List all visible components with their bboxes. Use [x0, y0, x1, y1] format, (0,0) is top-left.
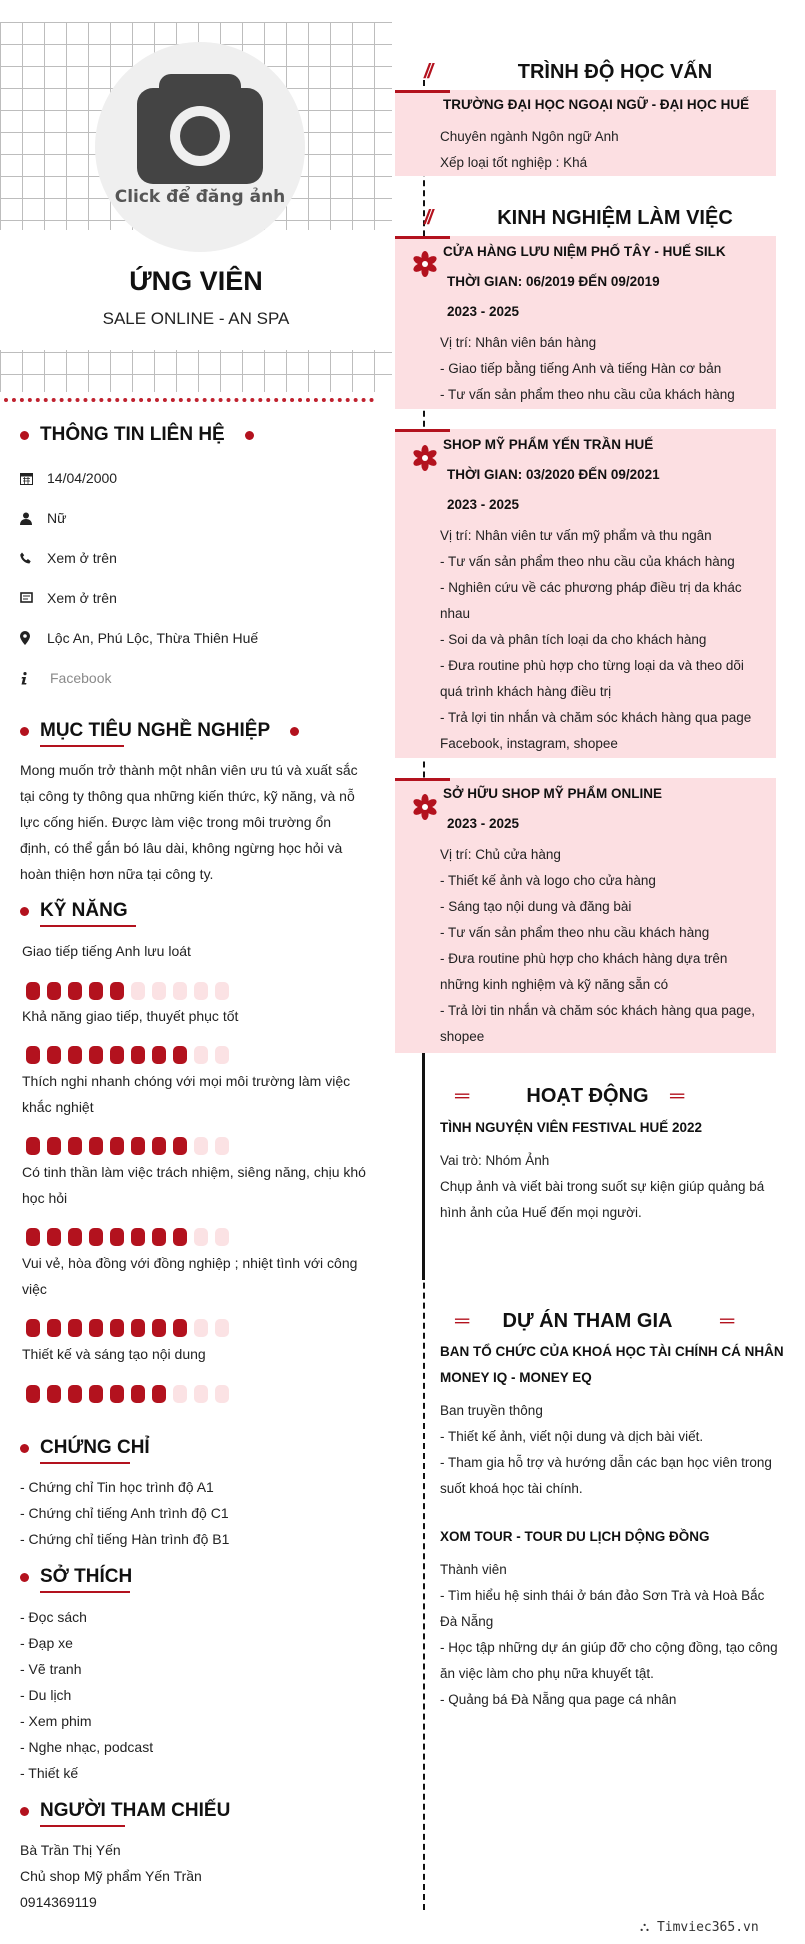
contact-gender: [20, 508, 66, 528]
job-years: 2023 - 2025: [447, 304, 520, 319]
experience-section-title: [395, 203, 780, 233]
project-name: BAN TỔ CHỨC CỦA KHOÁ HỌC TÀI CHÍNH CÁ NHÂN MONEY IQ - MONEY EQ: [440, 1344, 784, 1385]
skill-pill: [194, 1319, 208, 1337]
skill-pill: [47, 1137, 61, 1155]
email-icon: [20, 592, 47, 604]
activity-name: TÌNH NGUYỆN VIÊN FESTIVAL HUẾ 2022: [440, 1120, 703, 1135]
card-accent-line: [395, 429, 450, 432]
contact-title-text: THÔNG TIN LIÊN HỆ: [40, 424, 225, 445]
skill-pill: [131, 982, 145, 1000]
list-line: - Đưa routine phù hợp cho khách hàng dựa trên những kinh nghiệm và kỹ năng sẵn có: [440, 951, 728, 992]
projects-section-title: [395, 1306, 780, 1336]
flower-icon: [412, 794, 438, 820]
skill-pill: [173, 1385, 187, 1403]
list-line: Bà Trần Thị Yến: [20, 1842, 121, 1858]
bullet-dot: [20, 1444, 29, 1453]
skill-pill: [215, 1319, 229, 1337]
references-section-title: [20, 1800, 230, 1822]
title-underline: [40, 1825, 125, 1827]
education-section-title: [395, 57, 780, 87]
activities-section-title: [395, 1081, 780, 1111]
contact-address: [20, 628, 258, 648]
list-line: - Đạp xe: [20, 1635, 73, 1651]
avatar-upload[interactable]: [95, 42, 305, 252]
certificates-title-text: CHỨNG CHỈ: [40, 1437, 150, 1458]
project-details: [440, 1557, 785, 1713]
calendar-icon: [20, 472, 47, 485]
title-underline: [40, 1591, 130, 1593]
skill-pill: [47, 1385, 61, 1403]
flower-icon: [412, 251, 438, 277]
list-line: - Tư vấn sản phẩm theo nhu cầu của khách hàng: [440, 554, 735, 569]
job-time: THỜI GIAN: 03/2020 ĐẾN 09/2021: [447, 467, 660, 482]
facebook-link[interactable]: Facebook: [50, 670, 112, 686]
skill-rating-bar: [26, 982, 229, 1000]
list-line: Chụp ảnh và viết bài trong suốt sự kiện giúp quảng bá hình ảnh của Huế đến mọi người.: [440, 1179, 765, 1220]
skill-pill: [152, 982, 166, 1000]
candidate-name: ỨNG VIÊN: [129, 266, 263, 296]
list-line: Vị trí: Nhân viên tư vấn mỹ phẩm và thu ngân: [440, 528, 712, 543]
birthday-text: 14/04/2000: [47, 470, 118, 486]
bullet-dot: [290, 727, 299, 736]
footer-brand-text: Timviec365.vn: [656, 1920, 759, 1935]
skill-pill: [215, 982, 229, 1000]
company-name: SHOP MỸ PHẨM YẾN TRẦN HUẾ: [443, 437, 654, 452]
skill-pill: [152, 1137, 166, 1155]
list-line: Chủ shop Mỹ phẩm Yến Trần: [20, 1868, 202, 1884]
skill-pill: [26, 1046, 40, 1064]
skill-label: Giao tiếp tiếng Anh lưu loát: [22, 943, 191, 959]
skill-pill: [68, 982, 82, 1000]
skill-rating-bar: [26, 1385, 229, 1403]
phone-icon: [20, 552, 47, 564]
contact-email: [20, 588, 117, 608]
info-icon: [20, 672, 47, 685]
objective-text: Mong muốn trở thành một nhân viên ưu tú và xuất sắc tại công ty thông qua những kiến thức, kỹ năng, và nỗ lực cống hiến. Được làm việc trong môi trường ổn định, có thể gắn bó lâu dài, không ngừng học hỏi và hoàn thiện hơn nữa tại công ty.: [20, 762, 358, 882]
skill-pill: [194, 1228, 208, 1246]
list-line: - Quảng bá Đà Nẵng qua page cá nhân: [440, 1692, 677, 1707]
equals-decoration: ═: [455, 1309, 470, 1332]
skill-pill: [215, 1046, 229, 1064]
skill-pill: [131, 1228, 145, 1246]
card-accent-line: [395, 778, 450, 781]
list-line: - Vẽ tranh: [20, 1661, 82, 1677]
skill-pill: [68, 1319, 82, 1337]
skill-pill: [110, 1228, 124, 1246]
equals-decoration: ═: [720, 1309, 735, 1332]
skill-rating-bar: [26, 1046, 229, 1064]
list-line: - Đọc sách: [20, 1609, 87, 1625]
experience-card: [395, 429, 776, 758]
slash-decoration: //: [424, 206, 432, 229]
activity-details: [440, 1148, 785, 1226]
job-years: 2023 - 2025: [447, 816, 520, 831]
skill-label: Có tinh thần làm việc trách nhiệm, siêng năng, chịu khó học hỏi: [22, 1164, 366, 1206]
skill-pill: [173, 1228, 187, 1246]
project-name: XOM TOUR - TOUR DU LỊCH DỘNG ĐỒNG: [440, 1529, 710, 1544]
list-line: - Chứng chỉ tiếng Hàn trình độ B1: [20, 1531, 230, 1547]
bullet-dot: [20, 1573, 29, 1582]
camera-icon: [137, 74, 263, 184]
skill-pill: [89, 1385, 103, 1403]
skill-pill: [173, 1319, 187, 1337]
skill-pill: [26, 1137, 40, 1155]
skill-pill: [173, 1137, 187, 1155]
left-column: [0, 0, 392, 1944]
skill-pill: [110, 1385, 124, 1403]
skill-pill: [131, 1046, 145, 1064]
card-accent-line: [395, 236, 450, 239]
references-list: [20, 1837, 370, 1915]
list-line: - Trả lời tin nhắn và chăm sóc khách hàng qua page, shopee: [440, 1003, 756, 1044]
skill-pill: [215, 1385, 229, 1403]
equals-decoration: ═: [455, 1084, 470, 1107]
activities-title-text: HOẠT ĐỘNG: [526, 1084, 649, 1107]
list-line: 0914369119: [20, 1894, 97, 1910]
skill-pill: [89, 1228, 103, 1246]
skill-pill: [194, 1137, 208, 1155]
contact-phone: [20, 548, 117, 568]
projects-title-text: DỰ ÁN THAM GIA: [502, 1309, 673, 1332]
skill-label: Vui vẻ, hòa đồng với đồng nghiệp ; nhiệt tình với công việc: [22, 1255, 358, 1297]
list-line: Vai trò: Nhóm Ảnh: [440, 1153, 550, 1168]
job-years: 2023 - 2025: [447, 497, 520, 512]
list-line: Vị trí: Chủ cửa hàng: [440, 847, 561, 862]
hobbies-section-title: [20, 1566, 132, 1588]
list-line: - Chứng chỉ tiếng Anh trình độ C1: [20, 1505, 229, 1521]
skill-pill: [26, 982, 40, 1000]
skill-pill: [89, 982, 103, 1000]
objective-section-title: [20, 720, 299, 742]
skill-pill: [89, 1046, 103, 1064]
education-title-text: TRÌNH ĐỘ HỌC VẤN: [517, 60, 713, 83]
bullet-dot: [20, 727, 29, 736]
school-name: TRƯỜNG ĐẠI HỌC NGOẠI NGỮ - ĐẠI HỌC HUẾ: [443, 97, 750, 112]
list-line: - Tư vấn sản phẩm theo nhu cầu khách hàng: [440, 925, 710, 940]
skill-pill: [131, 1385, 145, 1403]
job-title: SALE ONLINE - AN SPA: [102, 309, 290, 328]
list-line: - Học tập những dự án giúp đỡ cho cộng đồng, tạo công ăn việc làm cho phụ nữa khuyết tật.: [440, 1640, 778, 1681]
list-line: - Chứng chỉ Tin học trình độ A1: [20, 1479, 214, 1495]
list-line: Thành viên: [440, 1562, 507, 1577]
bullet-dot: [20, 431, 29, 440]
bullet-dot: [20, 1807, 29, 1816]
list-line: Vị trí: Nhân viên bán hàng: [440, 335, 597, 350]
skill-pill: [47, 1046, 61, 1064]
card-accent-line: [395, 90, 450, 93]
job-time: THỜI GIAN: 06/2019 ĐẾN 09/2019: [447, 274, 660, 289]
contact-section-title: [20, 424, 254, 446]
hobbies-title-text: SỞ THÍCH: [40, 1566, 133, 1587]
list-line: - Trả lợi tin nhắn và chăm sóc khách hàng qua page Facebook, instagram, shopee: [440, 710, 752, 751]
skills-section-title: [20, 900, 128, 922]
experience-card: [395, 778, 776, 1053]
bullet-dot: [20, 907, 29, 916]
certificates-section-title: [20, 1437, 150, 1459]
skill-pill: [68, 1137, 82, 1155]
contact-birthday: [20, 468, 117, 488]
title-underline: [40, 925, 136, 927]
bullet-dot: [245, 431, 254, 440]
skill-label: Thiết kế và sáng tạo nội dung: [22, 1346, 206, 1362]
address-text: Lộc An, Phú Lộc, Thừa Thiên Huế: [47, 630, 259, 646]
skill-rating-bar: [26, 1137, 229, 1155]
hobbies-list: [20, 1604, 370, 1786]
skill-pill: [110, 1046, 124, 1064]
skill-pill: [26, 1385, 40, 1403]
skill-pill: [89, 1137, 103, 1155]
skill-pill: [215, 1228, 229, 1246]
skill-pill: [47, 1319, 61, 1337]
job-details: [440, 330, 765, 408]
skill-pill: [47, 1228, 61, 1246]
experience-title-text: KINH NGHIỆM LÀM VIỆC: [497, 206, 733, 229]
skill-pill: [131, 1137, 145, 1155]
company-name: CỬA HÀNG LƯU NIỆM PHỐ TÂY - HUẾ SILK: [443, 244, 726, 259]
list-line: - Thiết kế: [20, 1765, 79, 1781]
company-name: SỞ HỮU SHOP MỸ PHẨM ONLINE: [443, 786, 662, 801]
skill-pill: [194, 1385, 208, 1403]
skill-pill: [68, 1046, 82, 1064]
list-line: Xếp loại tốt nghiệp : Khá: [440, 155, 588, 170]
list-line: - Tham gia hỗ trợ và hướng dẫn các bạn học viên trong suốt khoá học tài chính.: [440, 1455, 772, 1496]
list-line: - Thiết kế ảnh, viết nội dung và dịch bài viết.: [440, 1429, 704, 1444]
skill-pill: [173, 982, 187, 1000]
list-line: - Du lịch: [20, 1687, 72, 1703]
skill-pill: [173, 1046, 187, 1064]
references-title-text: NGƯỜI THAM CHIẾU: [40, 1800, 231, 1821]
title-underline: [40, 1462, 130, 1464]
email-text: Xem ở trên: [47, 590, 117, 606]
list-line: Chuyên ngành Ngôn ngữ Anh: [440, 129, 619, 144]
footer-brand: ⛬ Timviec365.vn: [640, 1920, 759, 1935]
skill-rating-bar: [26, 1319, 229, 1337]
skill-pill: [152, 1046, 166, 1064]
list-line: - Tư vấn sản phẩm theo nhu cầu của khách hàng: [440, 387, 735, 402]
skill-pill: [194, 1046, 208, 1064]
equals-decoration: ═: [670, 1084, 685, 1107]
education-details: [440, 124, 765, 176]
avatar-upload-label: Click để đăng ảnh: [114, 187, 286, 207]
list-line: - Nghe nhạc, podcast: [20, 1739, 154, 1755]
education-card: [395, 90, 776, 176]
skill-pill: [68, 1228, 82, 1246]
project-details: [440, 1398, 785, 1502]
list-line: - Giao tiếp bằng tiếng Anh và tiếng Hàn cơ bản: [440, 361, 722, 376]
timeline-solid-segment: [422, 1040, 425, 1280]
experience-card: [395, 236, 776, 409]
list-line: - Soi da và phân tích loại da cho khách hàng: [440, 632, 707, 647]
skill-label: Thích nghi nhanh chóng với mọi môi trường làm việc khắc nghiệt: [22, 1073, 351, 1115]
list-line: - Nghiên cứu về các phương pháp điều trị da khác nhau: [440, 580, 742, 621]
skill-rating-bar: [26, 1228, 229, 1246]
list-line: - Thiết kế ảnh và logo cho cửa hàng: [440, 873, 656, 888]
skill-pill: [152, 1228, 166, 1246]
skill-label: Khả năng giao tiếp, thuyết phục tốt: [22, 1008, 239, 1024]
slash-decoration: //: [424, 60, 432, 83]
list-line: - Đưa routine phù hợp cho từng loại da và theo dõi quá trình khách hàng điều trị: [440, 658, 744, 699]
objective-title-text: MỤC TIÊU NGHỀ NGHIỆP: [40, 720, 271, 741]
person-icon: [20, 512, 47, 525]
skill-pill: [194, 982, 208, 1000]
flower-icon: [412, 445, 438, 471]
job-details: [440, 842, 765, 1050]
title-underline: [40, 745, 124, 747]
skill-pill: [68, 1385, 82, 1403]
dotted-divider: [4, 398, 374, 402]
list-line: - Sáng tạo nội dung và đăng bài: [440, 899, 632, 914]
location-icon: [20, 631, 47, 645]
skill-pill: [110, 1319, 124, 1337]
skill-pill: [152, 1319, 166, 1337]
job-details: [440, 523, 765, 757]
list-line: - Xem phim: [20, 1713, 92, 1729]
skill-pill: [215, 1137, 229, 1155]
skill-pill: [89, 1319, 103, 1337]
list-line: - Tìm hiểu hệ sinh thái ở bán đảo Sơn Trà và Hoà Bắc Đà Nẵng: [440, 1588, 765, 1629]
skill-pill: [152, 1385, 166, 1403]
skill-pill: [26, 1319, 40, 1337]
skill-pill: [131, 1319, 145, 1337]
certificates-list: [20, 1474, 370, 1552]
skill-pill: [26, 1228, 40, 1246]
skill-pill: [47, 982, 61, 1000]
skill-pill: [110, 1137, 124, 1155]
skill-pill: [110, 982, 124, 1000]
list-line: Ban truyền thông: [440, 1403, 543, 1418]
gender-text: Nữ: [47, 510, 67, 526]
phone-text: Xem ở trên: [47, 550, 117, 566]
contact-facebook[interactable]: [20, 668, 111, 688]
skills-title-text: KỸ NĂNG: [40, 900, 128, 921]
